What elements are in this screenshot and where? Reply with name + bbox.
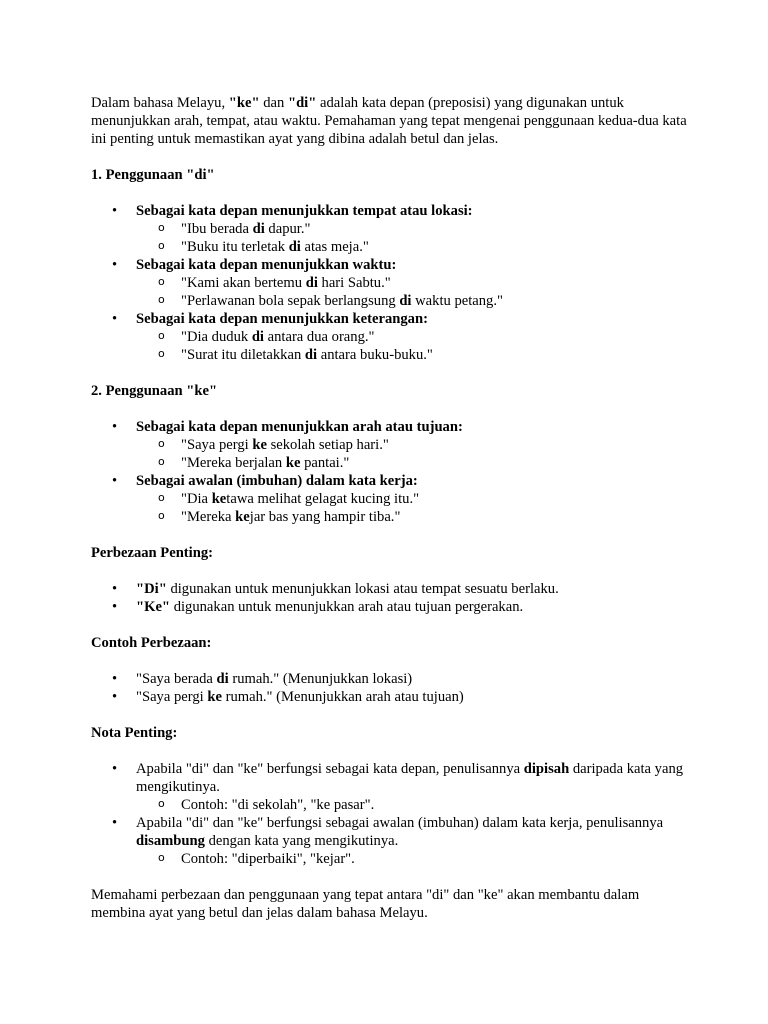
list-item-label: Sebagai kata depan menunjukkan waktu: bbox=[136, 257, 397, 273]
example-item bbox=[136, 490, 691, 508]
section-heading-ke: 2. Penggunaan "ke" bbox=[91, 383, 218, 399]
intro-text: adalah kata depan (preposisi) yang digunakan untuk menunjukkan arah, tempat, atau waktu. Pemahaman yang tepat mengenai penggunaan kedua-dua kata ini penting untuk memastikan ayat yang dibina adalah betul dan jelas. bbox=[91, 95, 687, 147]
example-item bbox=[136, 274, 691, 292]
example-bold: di bbox=[252, 221, 265, 237]
list-item-bold: "Di" bbox=[136, 581, 167, 597]
list-item-bold: "Ke" bbox=[136, 599, 171, 615]
example-item bbox=[136, 328, 691, 346]
example-item bbox=[136, 454, 691, 472]
list-item bbox=[91, 580, 691, 598]
example-list bbox=[136, 850, 691, 868]
intro-bold-ke: "ke" bbox=[228, 95, 260, 111]
example-bold: di bbox=[288, 239, 301, 255]
example-bold: ke bbox=[285, 455, 301, 471]
list-item-bold: dipisah bbox=[523, 761, 570, 777]
example-text: "Kami akan bertemu bbox=[181, 275, 306, 291]
example-text: antara buku-buku." bbox=[317, 347, 433, 363]
list-item bbox=[91, 202, 691, 256]
document-page bbox=[91, 94, 691, 922]
intro-text: dan bbox=[259, 95, 288, 111]
list-item-text: rumah." (Menunjukkan arah atau tujuan) bbox=[221, 689, 464, 705]
example-item bbox=[136, 796, 691, 814]
sub-bullet-icon: o bbox=[158, 347, 165, 360]
list-item-label: Sebagai kata depan menunjukkan keterangan: bbox=[136, 311, 428, 327]
example-bold: di bbox=[305, 275, 318, 291]
list-item-label: Sebagai awalan (imbuhan) dalam kata kerja: bbox=[136, 473, 418, 489]
example-text: "Dia bbox=[181, 491, 212, 507]
example-item bbox=[136, 850, 691, 868]
bullet-icon: • bbox=[112, 581, 118, 597]
list-item-bold: disambung bbox=[136, 833, 205, 849]
perbezaan-list bbox=[91, 580, 691, 616]
sub-bullet-icon: o bbox=[158, 797, 165, 810]
sub-bullet-icon: o bbox=[158, 221, 165, 234]
example-text: dapur." bbox=[264, 221, 311, 237]
list-item bbox=[91, 256, 691, 310]
list-item-text: "Saya berada bbox=[136, 671, 217, 687]
example-list bbox=[136, 328, 691, 364]
list-item-text: rumah." (Menunjukkan lokasi) bbox=[228, 671, 413, 687]
example-text: tawa melihat gelagat kucing itu." bbox=[226, 491, 420, 507]
bullet-icon: • bbox=[112, 203, 118, 219]
bullet-icon: • bbox=[112, 419, 118, 435]
example-text: hari Sabtu." bbox=[317, 275, 391, 291]
list-item bbox=[91, 760, 691, 814]
list-item bbox=[91, 814, 691, 868]
contoh-list bbox=[91, 670, 691, 706]
section-heading-perbezaan: Perbezaan Penting: bbox=[91, 545, 213, 561]
example-bold: ke bbox=[211, 491, 227, 507]
bullet-icon: • bbox=[112, 671, 118, 687]
list-item bbox=[91, 310, 691, 364]
example-text: "Dia duduk bbox=[181, 329, 252, 345]
bullet-icon: • bbox=[112, 599, 118, 615]
sub-bullet-icon: o bbox=[158, 851, 165, 864]
sub-bullet-icon: o bbox=[158, 329, 165, 342]
example-bold: di bbox=[251, 329, 264, 345]
list-item bbox=[91, 688, 691, 706]
example-item bbox=[136, 508, 691, 526]
list-item-label: Sebagai kata depan menunjukkan arah atau tujuan: bbox=[136, 419, 463, 435]
bullet-icon: • bbox=[112, 257, 118, 273]
example-text: pantai." bbox=[300, 455, 350, 471]
example-text: "Mereka berjalan bbox=[181, 455, 286, 471]
list-item-text: Apabila "di" dan "ke" berfungsi sebagai kata depan, penulisannya bbox=[136, 761, 524, 777]
example-list bbox=[136, 490, 691, 526]
example-bold: ke bbox=[235, 509, 250, 525]
example-item bbox=[136, 238, 691, 256]
list-item-label: Sebagai kata depan menunjukkan tempat atau lokasi: bbox=[136, 203, 473, 219]
example-text: antara dua orang." bbox=[263, 329, 375, 345]
intro-paragraph bbox=[91, 94, 691, 148]
bullet-icon: • bbox=[112, 761, 118, 777]
list-item bbox=[91, 670, 691, 688]
conclusion-paragraph: Memahami perbezaan dan penggunaan yang tepat antara "di" dan "ke" akan membantu dalam membina ayat yang betul dan jelas dalam bahasa Melayu. bbox=[91, 887, 640, 921]
intro-text: Dalam bahasa Melayu, bbox=[91, 95, 229, 111]
example-list bbox=[136, 220, 691, 256]
section-heading-di: 1. Penggunaan "di" bbox=[91, 167, 215, 183]
nota-list bbox=[91, 760, 691, 868]
example-bold: di bbox=[304, 347, 318, 363]
sub-bullet-icon: o bbox=[158, 275, 165, 288]
example-bold: ke bbox=[252, 437, 267, 453]
bullet-icon: • bbox=[112, 473, 118, 489]
section2-list bbox=[91, 418, 691, 526]
bullet-icon: • bbox=[112, 815, 118, 831]
example-list bbox=[136, 436, 691, 472]
example-text: "Saya pergi bbox=[181, 437, 253, 453]
list-item-text: digunakan untuk menunjukkan lokasi atau tempat sesuatu berlaku. bbox=[166, 581, 559, 597]
example-item bbox=[136, 346, 691, 364]
example-item bbox=[136, 292, 691, 310]
list-item-text: dengan kata yang mengikutinya. bbox=[204, 833, 399, 849]
sub-bullet-icon: o bbox=[158, 437, 165, 450]
example-text: "Buku itu terletak bbox=[181, 239, 289, 255]
bullet-icon: • bbox=[112, 311, 118, 327]
example-text: atas meja." bbox=[300, 239, 369, 255]
example-text: "Mereka bbox=[181, 509, 236, 525]
list-item bbox=[91, 472, 691, 526]
bullet-icon: • bbox=[112, 689, 118, 705]
example-text: sekolah setiap hari." bbox=[266, 437, 389, 453]
example-text: "Ibu berada bbox=[181, 221, 253, 237]
list-item-bold: di bbox=[216, 671, 229, 687]
example-text: "Surat itu diletakkan bbox=[181, 347, 305, 363]
list-item-text: Apabila "di" dan "ke" berfungsi sebagai awalan (imbuhan) dalam kata kerja, penulisannya bbox=[136, 815, 664, 831]
example-text: waktu petang." bbox=[411, 293, 503, 309]
example-text: "Perlawanan bola sepak berlangsung bbox=[181, 293, 400, 309]
section-heading-nota: Nota Penting: bbox=[91, 725, 178, 741]
sub-bullet-icon: o bbox=[158, 509, 165, 522]
example-text: jar bas yang hampir tiba." bbox=[249, 509, 401, 525]
example-item bbox=[136, 436, 691, 454]
intro-bold-di: "di" bbox=[287, 95, 317, 111]
example-text: Contoh: "di sekolah", "ke pasar". bbox=[181, 797, 375, 813]
example-text: Contoh: "diperbaiki", "kejar". bbox=[181, 851, 355, 867]
sub-bullet-icon: o bbox=[158, 293, 165, 306]
sub-bullet-icon: o bbox=[158, 455, 165, 468]
example-item bbox=[136, 220, 691, 238]
example-bold: di bbox=[399, 293, 412, 309]
list-item-text: digunakan untuk menunjukkan arah atau tujuan pergerakan. bbox=[170, 599, 524, 615]
sub-bullet-icon: o bbox=[158, 491, 165, 504]
example-list bbox=[136, 796, 691, 814]
list-item-text: "Saya pergi bbox=[136, 689, 208, 705]
list-item bbox=[91, 598, 691, 616]
list-item-text: daripada kata yang mengikutinya. bbox=[136, 761, 684, 795]
list-item-bold: ke bbox=[207, 689, 222, 705]
list-item bbox=[91, 418, 691, 472]
section-heading-contoh: Contoh Perbezaan: bbox=[91, 635, 212, 651]
section1-list bbox=[91, 202, 691, 364]
example-list bbox=[136, 274, 691, 310]
sub-bullet-icon: o bbox=[158, 239, 165, 252]
